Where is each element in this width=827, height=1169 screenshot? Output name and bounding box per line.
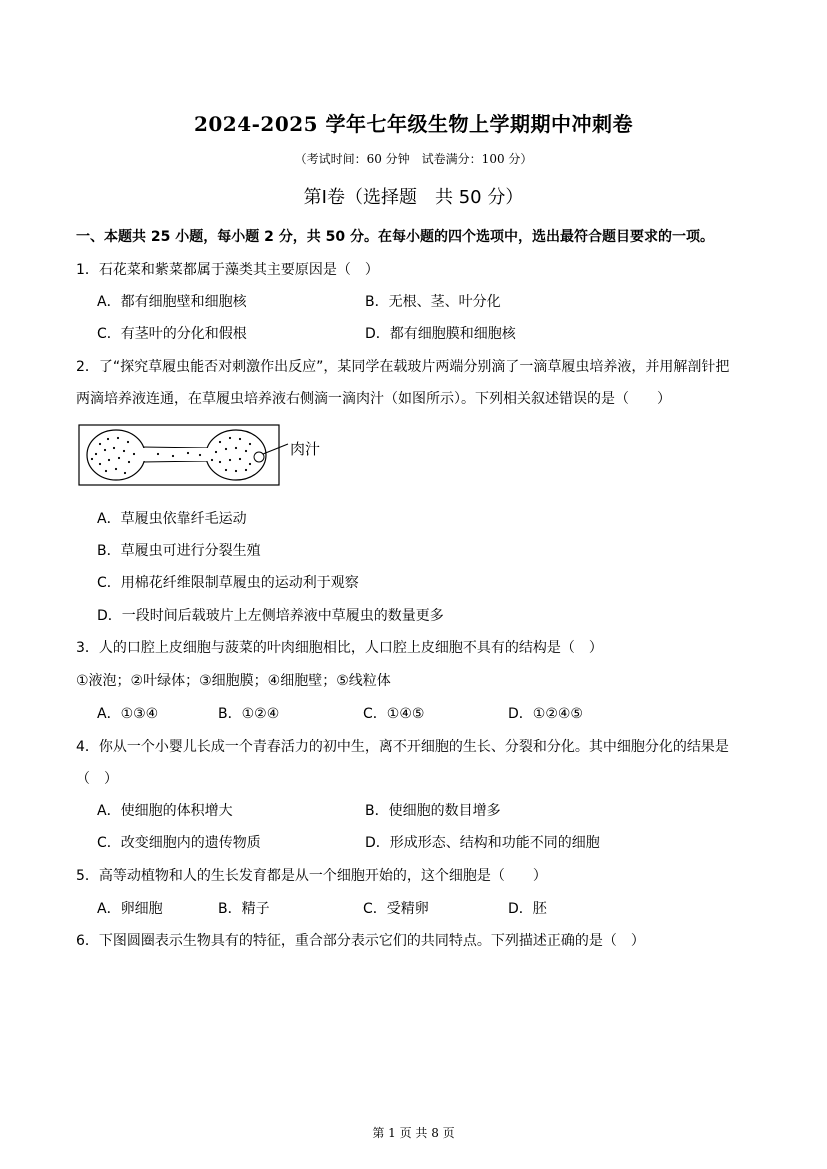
q4-option-c: C．改变细胞内的遗传物质 <box>97 835 261 851</box>
question-1-stem: 1．石花菜和紫菜都属于藻类其主要原因是（ ） <box>76 262 379 278</box>
part-heading: 第Ⅰ卷（选择题 共 50 分） <box>303 187 524 208</box>
question-3-stem: 3．人的口腔上皮细胞与菠菜的叶肉细胞相比，人口腔上皮细胞不具有的结构是（ ） <box>76 640 603 656</box>
question-2-stem-line-1: 2．了“探究草履虫能否对刺激作出反应”，某同学在载玻片两端分别滴了一滴草履虫培养液，并用解剖针把 <box>76 359 730 375</box>
q4-option-a: A．使细胞的体积增大 <box>97 803 233 819</box>
q2-option-a: A．草履虫依靠纤毛运动 <box>97 511 247 527</box>
exam-title: 2024-2025 学年七年级生物上学期期中冲刺卷 <box>193 112 634 136</box>
q3-option-b: B．①②④ <box>218 706 280 722</box>
q5-option-b: B．精子 <box>218 901 270 917</box>
exam-subtitle: （考试时间：60 分钟 试卷满分：100 分） <box>294 152 533 166</box>
q3-option-a: A．①③④ <box>97 706 159 722</box>
question-5-stem: 5．高等动植物和人的生长发育都是从一个细胞开始的，这个细胞是（ ） <box>76 868 547 884</box>
question-4-stem-line-2: （ ） <box>76 771 118 787</box>
q4-option-d: D．形成形态、结构和功能不同的细胞 <box>365 835 600 851</box>
section-instruction: 一、本题共 25 小题，每小题 2 分，共 50 分。在每小题的四个选项中，选出最符合题目要求的一项。 <box>76 229 714 245</box>
q3-option-d: D．①②④⑤ <box>508 706 583 722</box>
question-2-stem-line-2: 两滴培养液连通，在草履虫培养液右侧滴一滴肉汁（如图所示）。下列相关叙述错误的是（ ） <box>76 391 671 407</box>
meat-juice-label: 肉汁 <box>290 440 321 458</box>
question-3-structures: ①液泡；②叶绿体；③细胞膜；④细胞壁；⑤线粒体 <box>76 673 391 689</box>
q5-option-d: D．胚 <box>508 901 547 917</box>
q2-option-c: C．用棉花纤维限制草履虫的运动利于观察 <box>97 575 359 591</box>
q5-option-c: C．受精卵 <box>363 901 429 917</box>
q3-option-c: C．①④⑤ <box>363 706 425 722</box>
q4-option-b: B．使细胞的数目增多 <box>365 803 501 819</box>
q1-option-d: D．都有细胞膜和细胞核 <box>365 326 516 342</box>
q1-option-a: A．都有细胞壁和细胞核 <box>97 294 247 310</box>
q5-option-a: A．卵细胞 <box>97 901 163 917</box>
page-footer: 第 1 页 共 8 页 <box>372 1126 455 1140</box>
q2-option-d: D．一段时间后载玻片上左侧培养液中草履虫的数量更多 <box>97 608 444 624</box>
slide-figure <box>78 424 338 492</box>
q1-option-c: C．有茎叶的分化和假根 <box>97 326 247 342</box>
q2-option-b: B．草履虫可进行分裂生殖 <box>97 543 261 559</box>
question-4-stem-line-1: 4．你从一个小婴儿长成一个青春活力的初中生，离不开细胞的生长、分裂和分化。其中细胞分化的结果是 <box>76 739 729 755</box>
q1-option-b: B．无根、茎、叶分化 <box>365 294 501 310</box>
question-6-stem: 6．下图圆圈表示生物具有的特征，重合部分表示它们的共同特点。下列描述正确的是（ ） <box>76 933 645 949</box>
